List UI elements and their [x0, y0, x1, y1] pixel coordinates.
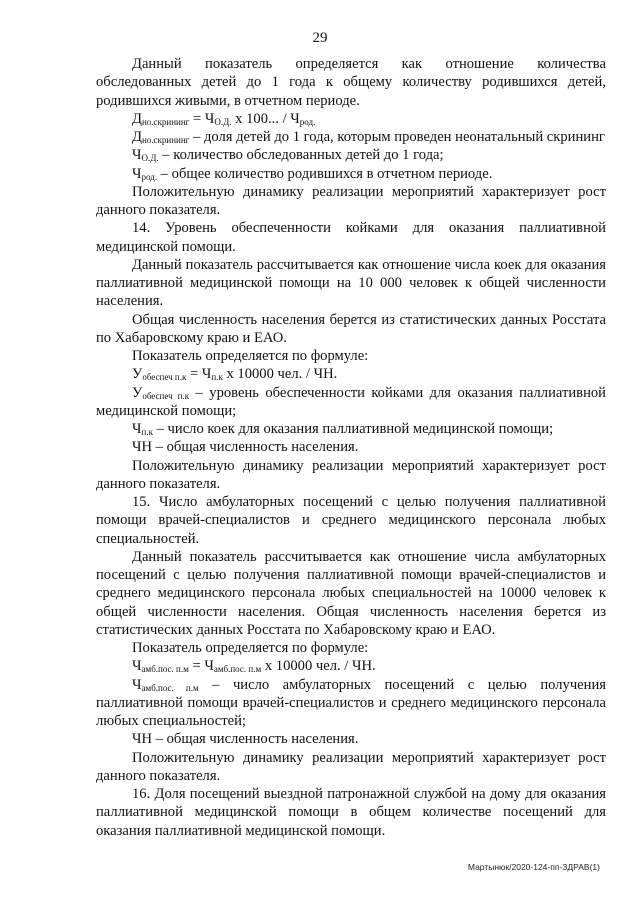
- paragraph: Общая численность населения берется из статистических данных Росстата по Хабаровскому краю и ЕАО.: [96, 311, 606, 346]
- section-heading: 15. Число амбулаторных посещений с целью получения паллиативной помощи врачей-специалистов и среднего медицинского персонала любых специальностей.: [96, 494, 606, 547]
- page-body: [96, 55, 606, 840]
- document-footer-id: Мартынюк/2020-124-пп-ЗДРАВ(1): [467, 862, 600, 872]
- definition: $Д_{но.скрининг}$ – доля детей до 1 года, которым проведен неонатальный скрининг: [132, 129, 605, 145]
- paragraph: Показатель определяется по формуле:: [132, 348, 369, 364]
- page-number: 29: [312, 30, 328, 46]
- definition: $Ч_{амб.пос. п.м}$ – число амбулаторных посещений с целью получения паллиативной помощи врачей-специалистов и среднего медицинского персонала любых специальностей;: [96, 676, 606, 729]
- definition: $Ч_{О.Д.}$ – количество обследованных детей до 1 года;: [132, 147, 444, 164]
- paragraph: Данный показатель рассчитывается как отношение числа коек для оказания паллиативной медицинской помощи на 10 000 человек к общей численности населения.: [96, 256, 606, 310]
- definition: $Ч_{п.к}$ – число коек для оказания паллиативной медицинской помощи;: [132, 421, 554, 437]
- section-heading: 16. Доля посещений выездной патронажной службой на дому для оказания паллиативной медицинской помощи в общем количестве посещений для оказания паллиативной медицинской помощи.: [96, 786, 606, 839]
- paragraph: Данный показатель рассчитывается как отношение числа амбулаторных посещений с целью получения паллиативной помощи врачей-специалистов и среднего медицинского персонала любых специальностей на 10000 человек к общей численности населения. Общая численность населения берется из статистических данных Росстата по Хабаровскому краю и ЕАО.: [96, 548, 606, 638]
- definition: $Ч_{род.}$ – общее количество родившихся в отчетном периоде.: [132, 165, 493, 182]
- paragraph: Положительную динамику реализации мероприятий характеризует рост данного показателя.: [96, 183, 606, 218]
- formula: $Д_{но.скрининг} = Ч_{О.Д.}$ х 100... / $Ч_{род.}$: [132, 110, 316, 127]
- paragraph: Показатель определяется по формуле:: [132, 640, 369, 656]
- section-heading: 14. Уровень обеспеченности койками для оказания паллиативной медицинской помощи.: [96, 220, 606, 255]
- paragraph: Положительную динамику реализации мероприятий характеризует рост данного показателя.: [96, 749, 606, 784]
- paragraph: Данный показатель определяется как отношение количества обследованных детей до 1 года к общему количеству родившихся детей, родившихся живыми, в отчетном периоде.: [96, 56, 606, 109]
- definition: ЧН – общая численность населения.: [132, 439, 359, 456]
- formula: $Ч_{амб.пос. п.м} = Ч_{амб.пос. п.м}$ х 10000 чел. / ЧН.: [132, 658, 376, 675]
- formula: $У_{обеспеч п.к} = Ч_{п.к}$ х 10000 чел. / ЧН.: [132, 366, 338, 383]
- definition: $У_{обеспеч п.к}$ – уровень обеспеченности койками для оказания паллиативной медицинской помощи;: [96, 384, 606, 419]
- definition: ЧН – общая численность населения.: [132, 731, 359, 748]
- paragraph: Положительную динамику реализации мероприятий характеризует рост данного показателя.: [96, 457, 606, 492]
